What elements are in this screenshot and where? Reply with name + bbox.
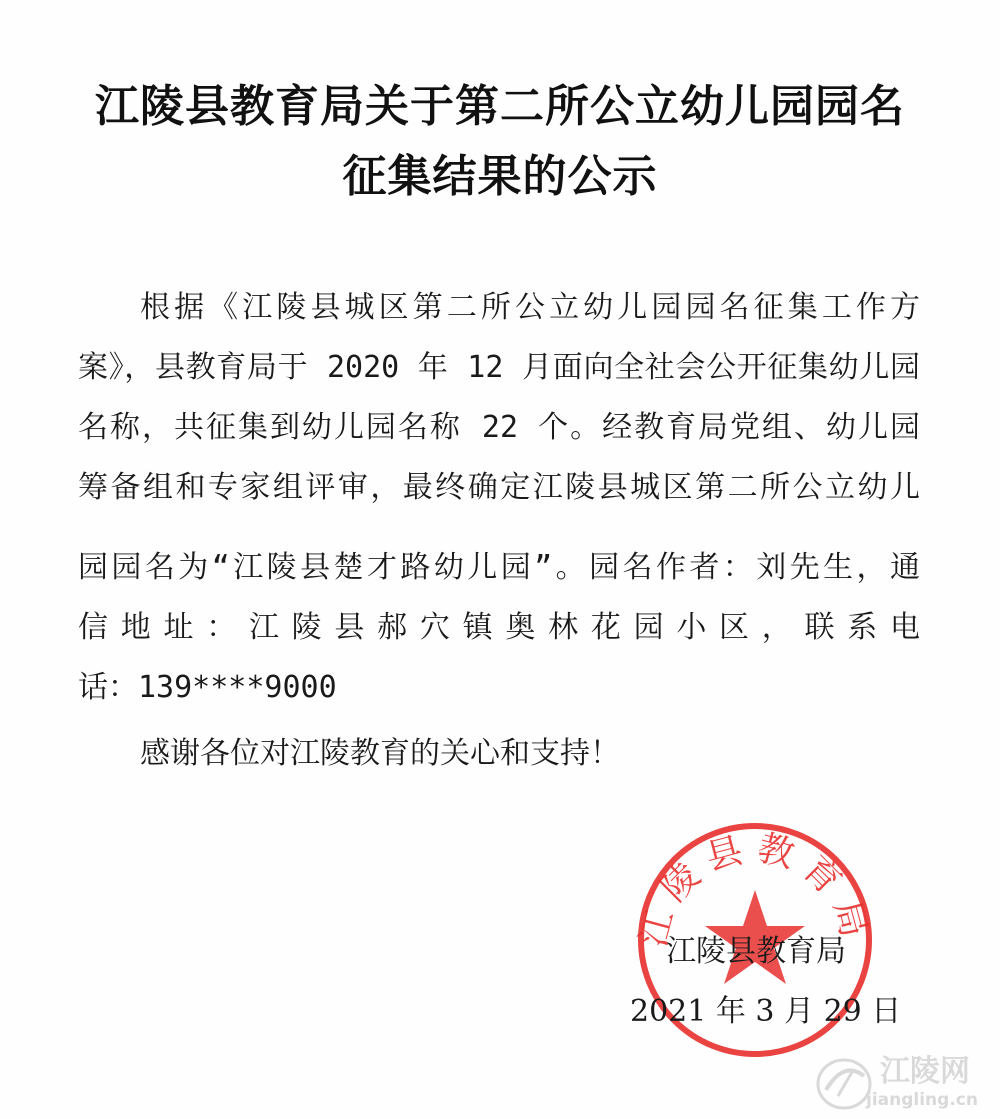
- paragraph-line-5: 园园名为“江陵县楚才路幼儿园”。园名作者：刘先生，通: [78, 550, 920, 585]
- paragraph-line-3: 名称，共征集到幼儿园名称 22 个。经教育局党组、幼儿园: [78, 410, 920, 445]
- paragraph-line-2: 案》，县教育局于 2020 年 12 月面向全社会公开征集幼儿园: [78, 350, 920, 385]
- signature-date: 2021 年 3 月 29 日: [630, 994, 902, 1029]
- paragraph-line-6: 信地址：江陵县郝穴镇奥林花园小区，联系电: [78, 610, 920, 645]
- document-title-line-2: 征集结果的公示: [342, 151, 658, 202]
- paragraph-line-1: 根据《江陵县城区第二所公立幼儿园园名征集工作方: [140, 290, 920, 325]
- watermark-site-url: jiangling.cn: [866, 1090, 978, 1110]
- paragraph-line-4: 筹备组和专家组评审，最终确定江陵县城区第二所公立幼儿: [78, 470, 920, 505]
- document-title-line-1: 江陵县教育局关于第二所公立幼儿园园名: [95, 81, 905, 132]
- svg-text:江陵县教育局: 江陵县教育局: [633, 827, 877, 952]
- thanks-line: 感谢各位对江陵教育的关心和支持！: [140, 736, 620, 771]
- paragraph-line-7: 话：139****9000: [78, 670, 337, 705]
- signature-organization: 江陵县教育局: [666, 934, 846, 969]
- watermark-site-name: 江陵网: [880, 1054, 970, 1089]
